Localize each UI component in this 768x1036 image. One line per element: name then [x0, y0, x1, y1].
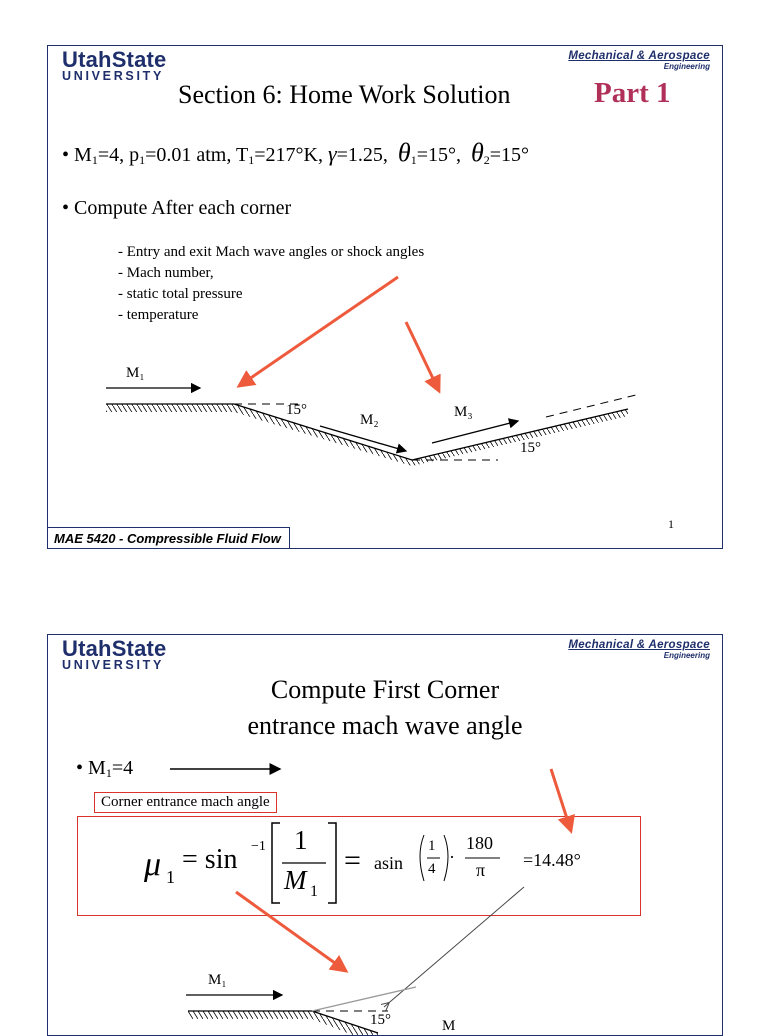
slide-title-line1: Compute First Corner — [270, 675, 500, 704]
logo-line2: UNIVERSITY — [62, 69, 165, 83]
dept-line1: Mechanical & Aerospace — [568, 639, 710, 651]
fraction-numerator: 1 — [294, 825, 308, 855]
m1-symbol: M — [74, 144, 92, 166]
label-m2: M₂ — [360, 412, 379, 428]
dept-line1: Mechanical & Aerospace — [568, 50, 710, 62]
pointer-arrow-1 — [239, 277, 398, 386]
label-m-partial: M — [442, 1018, 456, 1034]
flow-diagram-1 — [48, 46, 722, 548]
label-m1: M₁ — [208, 972, 227, 988]
label-angle: 15° — [370, 1012, 391, 1028]
mu-symbol: μ — [144, 846, 162, 883]
page-number: 1 — [668, 517, 674, 531]
degree-numerator: 180 — [466, 833, 493, 853]
degree-denominator: π — [476, 860, 486, 880]
task-item: - static total pressure — [118, 286, 243, 302]
formula-and-diagram-graphics — [48, 635, 722, 1035]
logo-line1: UtahState — [62, 636, 167, 661]
slide-title-line2: entrance mach wave angle — [247, 711, 523, 740]
pointer-arrow-top — [551, 769, 571, 831]
fraction-denominator: M — [284, 865, 307, 895]
equals-sign: = — [344, 844, 361, 877]
task-item: - Mach number, — [118, 265, 214, 281]
wall-hatch-right — [412, 409, 628, 466]
pointer-arrow-2 — [406, 322, 439, 391]
pointer-arrow-bottom — [236, 892, 346, 971]
task-item: - temperature — [118, 307, 199, 323]
slide-2 — [47, 634, 723, 1036]
mach-wave-line — [312, 987, 416, 1011]
gamma-symbol: γ — [327, 141, 337, 166]
fraction-bracket-right — [328, 823, 336, 903]
course-footer: MAE 5420 - Compressible Fluid Flow — [48, 527, 290, 548]
label-m1: M₁ — [126, 365, 145, 381]
task-item: - Entry and exit Mach wave angles or shock angles — [118, 244, 425, 260]
inner-denominator: 4 — [428, 861, 436, 877]
inner-numerator: 1 — [428, 838, 436, 854]
formula-box-label: Corner entrance mach angle — [94, 792, 277, 813]
sin-exponent: −1 — [251, 839, 266, 854]
label-m3: M₃ — [454, 404, 473, 420]
paren-right — [444, 835, 448, 881]
dept-line2: Engineering — [663, 650, 710, 660]
slide-title-accent: Part 1 — [594, 77, 671, 109]
slide-1 — [47, 45, 723, 549]
logo-line1: UtahState — [62, 47, 167, 72]
paren-left — [420, 835, 424, 881]
slide-title: Section 6: Home Work Solution — [178, 80, 511, 109]
given-conditions: • $M_1=4$, $p_1=0.01$ atm, $T_1=217^\circ K$, γ=1.25, $\theta_1=15^\circ$, $\theta_2=15^\circ$ — [62, 138, 530, 167]
p1-symbol: p — [129, 144, 140, 166]
mu-subscript: 1 — [166, 867, 175, 887]
t1-symbol: T — [236, 144, 249, 166]
multiply-dot: · — [449, 847, 455, 867]
logo-line2: UNIVERSITY — [62, 658, 165, 672]
m1-bullet: • $M_1=4$ — [76, 757, 134, 780]
formula-result: =14.48° — [523, 850, 581, 870]
compute-bullet: • Compute After each corner — [62, 197, 292, 219]
dept-line2: Engineering — [663, 61, 710, 71]
label-angle-1: 15° — [286, 402, 307, 418]
sin-text: = sin — [182, 844, 238, 875]
fraction-bracket-left — [272, 823, 280, 903]
label-angle-2: 15° — [520, 440, 541, 456]
fraction-denominator-sub: 1 — [310, 883, 318, 900]
theta2-symbol: θ — [470, 138, 484, 167]
asin-text: asin — [374, 853, 403, 873]
theta1-symbol: θ — [397, 138, 411, 167]
